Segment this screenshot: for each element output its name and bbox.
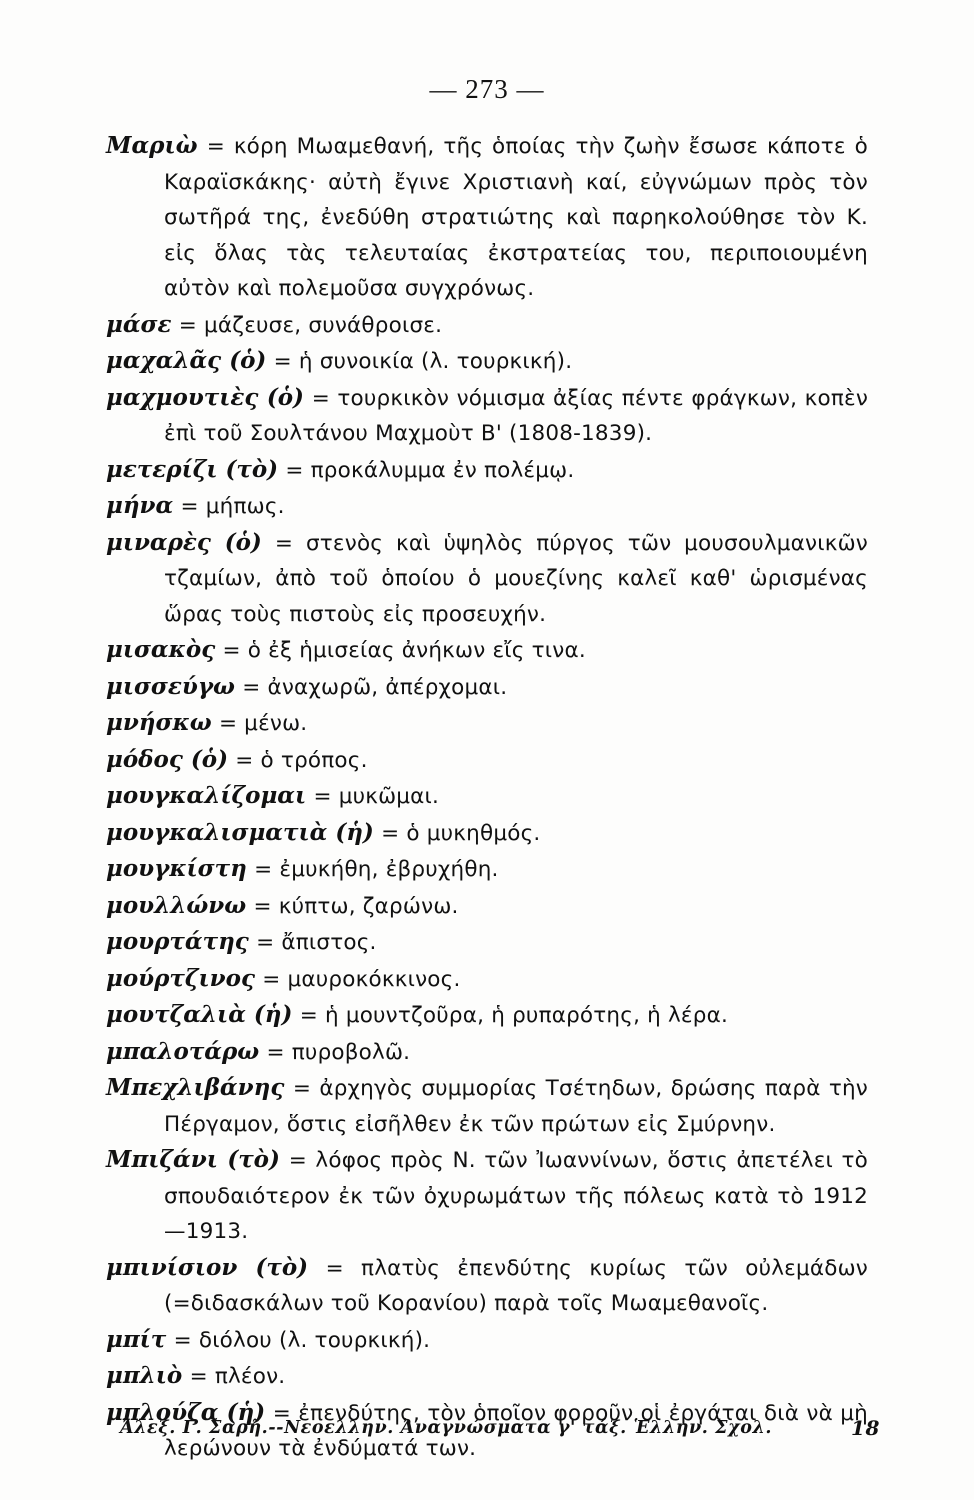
- entry-headword: μετερίζι (τὸ): [106, 455, 279, 483]
- page-number: — 273 —: [429, 74, 545, 104]
- entry-definition: = κύπτω, ζαρώνω.: [253, 893, 459, 919]
- glossary-entry: [106, 452, 868, 489]
- entry-headword: Μπιζάνι (τὸ): [106, 1146, 280, 1173]
- entry-headword: μπλιὸ: [106, 1362, 183, 1389]
- glossary-entry: [106, 307, 868, 344]
- glossary-entries: [106, 128, 868, 1467]
- entry-definition: = ἐπενδύτης, τὸν ὁποῖον φοροῦν οἱ ἐργάται διὰ νὰ μὴ λερώνουν τὰ ἐνδύματά των.: [164, 1400, 868, 1461]
- footer-citation: [120, 1418, 880, 1438]
- entry-headword: μπίτ: [106, 1325, 167, 1353]
- glossary-entry: [106, 1070, 868, 1142]
- glossary-entry: [106, 669, 868, 706]
- entry-headword: μουγκαλισματιὰ (ἡ): [106, 818, 374, 846]
- glossary-entry: [106, 128, 868, 307]
- entry-definition: = ἡ μουντζοῦρα, ἡ ρυπαρότης, ἡ λέρα.: [299, 1003, 729, 1028]
- glossary-entry: [106, 488, 868, 525]
- entry-headword: μισακὸς: [106, 636, 216, 663]
- entry-headword: μπλούζα (ἡ): [106, 1398, 266, 1426]
- glossary-entry: [106, 888, 868, 925]
- entry-headword: Μπεχλιβάνης: [106, 1074, 285, 1101]
- entry-headword: μάσε: [106, 310, 172, 338]
- glossary-entry: [106, 705, 868, 742]
- glossary-entry: [106, 1142, 868, 1250]
- entry-definition: = μήπως.: [180, 494, 285, 519]
- entry-definition: = πυροβολῶ.: [266, 1039, 411, 1065]
- entry-headword: μουγκίστη: [106, 855, 247, 882]
- glossary-entry: [106, 1250, 868, 1322]
- entry-headword: μούρτζινος: [106, 964, 255, 992]
- entry-headword: μπινίσιον (τὸ): [106, 1253, 309, 1281]
- entry-definition: = μυκῶμαι.: [313, 784, 440, 809]
- glossary-entry: [106, 1322, 868, 1359]
- glossary-entry: [106, 632, 868, 669]
- entry-definition: = μάζευσε, συνάθροισε.: [178, 312, 443, 338]
- glossary-entry: [106, 525, 868, 633]
- entry-definition: = ἄπιστος.: [256, 930, 377, 955]
- entry-headword: μουτζαλιὰ (ἡ): [106, 1001, 293, 1028]
- entry-definition: = διόλου (λ. τουρκική).: [173, 1327, 431, 1353]
- glossary-entry: [106, 1358, 868, 1395]
- glossary-entry: [106, 851, 868, 888]
- entry-headword: μιναρὲς (ὁ): [106, 528, 262, 556]
- entry-definition: = τουρκικὸν νόμισμα ἀξίας πέντε φράγκων, κοπὲν ἐπὶ τοῦ Σουλτάνου Μαχμοὺτ Β' (1808-1839).: [164, 385, 869, 446]
- entry-definition: = ἀναχωρῶ, ἀπέρχομαι.: [242, 674, 508, 700]
- entry-definition: = ἐμυκήθη, ἐβρυχήθη.: [254, 857, 499, 882]
- entry-definition: = ἀρχηγὸς συμμορίας Τσέτηδων, δρώσης παρὰ τὴν Πέργαμον, ὅστις εἰσῆλθεν ἐκ τῶν πρώτων εἰς Σμύρνην.: [164, 1076, 868, 1137]
- entry-definition: = πλατὺς ἐπενδύτης κυρίως τῶν οὐλεμάδων (=διδασκάλων τοῦ Κορανίου) παρὰ τοῖς Μωαμεθανοῖς.: [164, 1255, 868, 1316]
- entry-headword: μουλλώνω: [106, 891, 247, 919]
- signature-number: 18: [850, 1416, 880, 1440]
- entry-headword: μήνα: [106, 492, 174, 519]
- glossary-entry: [106, 997, 868, 1034]
- entry-headword: μαχμουτιὲς (ὁ): [106, 383, 304, 411]
- glossary-entry: [106, 343, 868, 380]
- entry-headword: μουρτάτης: [106, 928, 249, 955]
- entry-definition: = προκάλυμμα ἐν πολέμῳ.: [285, 457, 575, 483]
- entry-definition: = ὁ μυκηθμός.: [381, 820, 541, 846]
- entry-definition: = λόφος πρὸς Ν. τῶν Ἰωαννίνων, ὅστις ἀπετέλει τὸ σπουδαιότερον ἐκ τῶν ὀχυρωμάτων τῆς πόλεως κατὰ τὸ 1912—1913.: [164, 1148, 869, 1244]
- entry-headword: μνήσκω: [106, 709, 212, 736]
- glossary-entry: [106, 1034, 868, 1071]
- entry-headword: μουγκαλίζομαι: [106, 782, 307, 809]
- entry-headword: Μαριὼ: [106, 132, 198, 159]
- entry-headword: μαχαλᾶς (ὁ): [106, 347, 267, 374]
- entry-definition: = πλέον.: [189, 1364, 286, 1389]
- footer-source: Ἀλεξ. Γ. Σαρῆ.--Νεοελλην. Ἀναγνώσματα γ' τάξ. Ἑλλην. Σχολ.: [120, 1418, 773, 1438]
- entry-definition: = στενὸς καὶ ὑψηλὸς πύργος τῶν μουσουλμανικῶν τζαμίων, ἀπὸ τοῦ ὁποίου ὁ μουεζίνης καλεῖ καθ' ὡρισμένας ὥρας τοὺς πιστοὺς εἰς προσευχήν.: [164, 530, 869, 627]
- entry-definition: = ὁ τρόπος.: [235, 747, 368, 773]
- glossary-entry: [106, 380, 868, 452]
- entry-definition: = μένω.: [218, 711, 308, 736]
- glossary-entry: [106, 924, 868, 961]
- entry-definition: = ἡ συνοικία (λ. τουρκική).: [273, 349, 573, 374]
- entry-headword: μισσεύγω: [106, 672, 235, 700]
- glossary-entry: [106, 778, 868, 815]
- entry-definition: = κόρη Μωαμεθανή, τῆς ὁποίας τὴν ζωὴν ἔσωσε κάποτε ὁ Καραϊσκάκης· αὐτὴ ἔγινε Χριστιανὴ καί, εὐγνώμων πρὸς τὸν σωτῆρά της, ἐνεδύθη στρατιώτης καὶ παρηκολούθησε τὸν Κ. εἰς ὅλας τὰς τελευταίας ἐκστρατείας του, περιποιουμένη αὐτὸν καὶ πολεμοῦσα συγχρόνως.: [164, 134, 869, 301]
- glossary-entry: [106, 815, 868, 852]
- entry-headword: μόδος (ὁ): [106, 745, 228, 773]
- glossary-entry: [106, 961, 868, 998]
- entry-headword: μπαλοτάρω: [106, 1037, 260, 1065]
- entry-definition: = ὁ ἐξ ἡμισείας ἀνήκων εἴς τινα.: [222, 638, 586, 663]
- entry-definition: = μαυροκόκκινος.: [262, 966, 461, 992]
- glossary-entry: [106, 742, 868, 779]
